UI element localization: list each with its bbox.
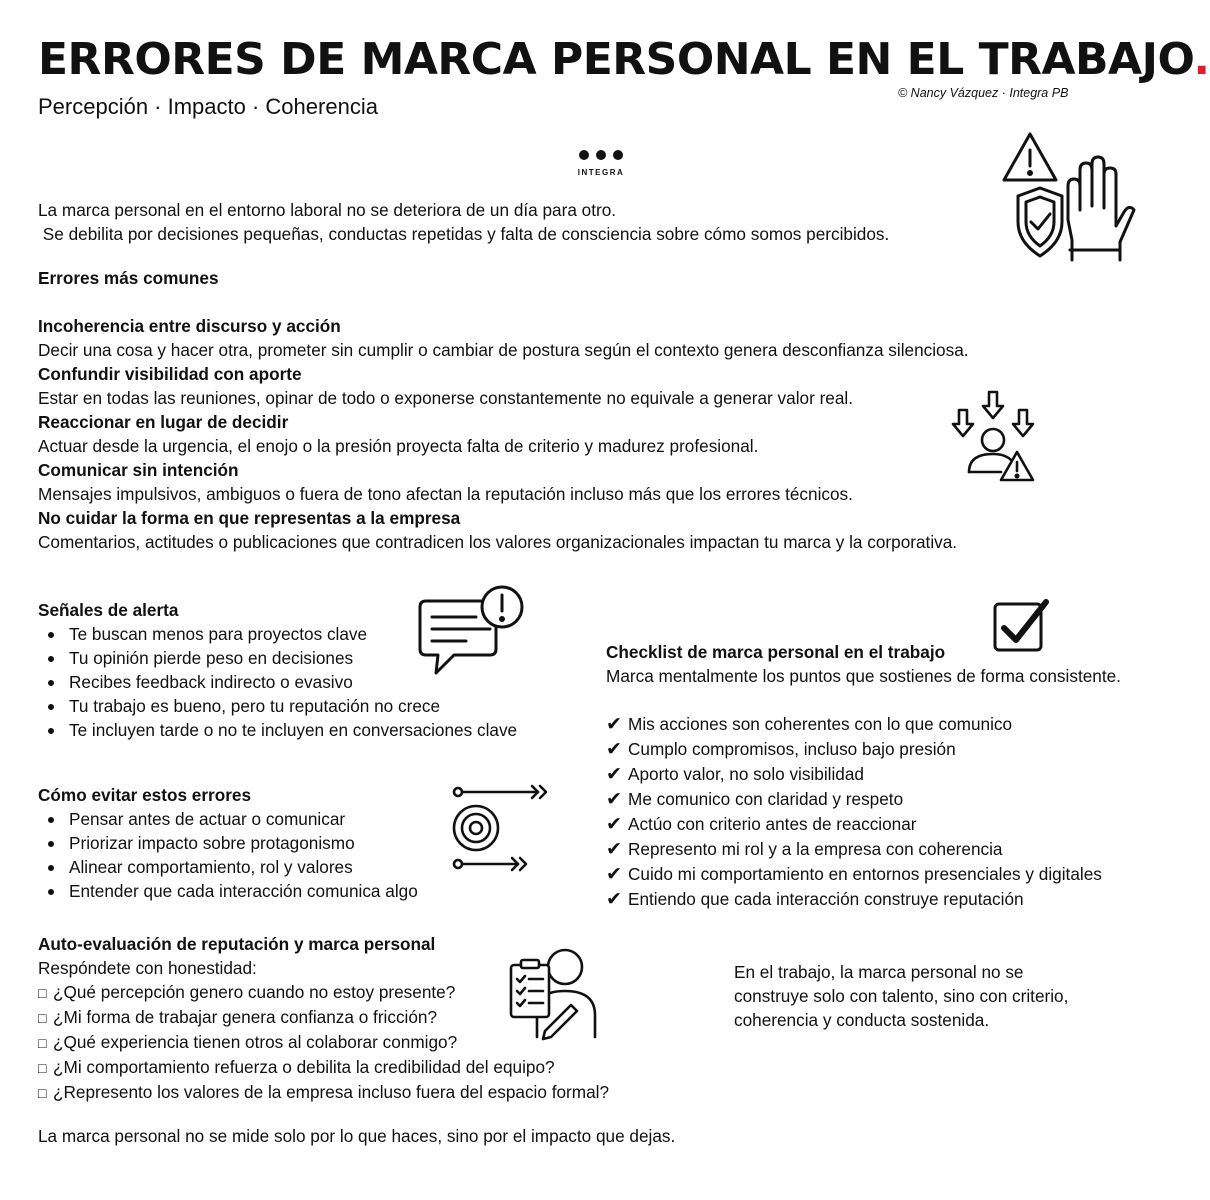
checklist-item (606, 712, 1102, 737)
check-icon: ✔ (606, 789, 622, 810)
integra-logo (566, 148, 636, 177)
error-title: Reaccionar en lugar de decidir (38, 412, 289, 432)
avoid-item: Entender que cada interacción comunica algo (38, 879, 498, 903)
check-icon: ✔ (606, 739, 622, 760)
question-text: ¿Qué percepción genero cuando no estoy presente? (53, 982, 456, 1002)
check-icon: ✔ (606, 714, 622, 735)
checklist-item-text: Mis acciones son coherentes con lo que comunico (628, 714, 1013, 734)
question-text: ¿Mi forma de trabajar genera confianza o fricción? (53, 1007, 438, 1027)
error-description: Estar en todas las reuniones, opinar de todo o exponerse constantemente no equivale a generar valor real. (38, 388, 854, 408)
intro-line-2: Se debilita por decisiones pequeñas, conductas repetidas y falta de consciencia sobre cómo somos percibidos. (38, 224, 890, 244)
error-description: Mensajes impulsivos, ambiguos o fuera de tono afectan la reputación incluso más que los errores técnicos. (38, 484, 853, 504)
subtitle: Percepción · Impacto · Coherencia (38, 94, 378, 119)
checklist-item (606, 837, 1102, 862)
chat-alert-icon (418, 585, 528, 685)
intro-line-1: La marca personal en el entorno laboral no se deteriora de un día para otro. (38, 200, 617, 220)
closing-line: construye solo con talento, sino con criterio, (734, 986, 1069, 1006)
error-description: Actuar desde la urgencia, el enojo o la presión proyecta falta de criterio y madurez profesional. (38, 436, 759, 456)
check-icon: ✔ (606, 839, 622, 860)
title-dot: . (1193, 34, 1210, 85)
alerts-heading: Señales de alerta (38, 600, 179, 620)
checklist-item-text: Aporto valor, no solo visibilidad (628, 764, 864, 784)
alert-item: Te buscan menos para proyectos clave (38, 622, 538, 646)
question-text: ¿Mi comportamiento refuerza o debilita la credibilidad del equipo? (53, 1057, 555, 1077)
question-text: ¿Represento los valores de la empresa incluso fuera del espacio formal? (53, 1082, 610, 1102)
checklist-item-text: Represento mi rol y a la empresa con coherencia (628, 839, 1003, 859)
checklist-item (606, 762, 1102, 787)
avoid-item: Priorizar impacto sobre protagonismo (38, 831, 498, 855)
closing-line: En el trabajo, la marca personal no se (734, 962, 1024, 982)
alert-item: Te incluyen tarde o no te incluyen en conversaciones clave (38, 718, 519, 742)
warning-shield-hand-icon (1000, 130, 1135, 265)
target-icon (446, 780, 546, 875)
error-title: Incoherencia entre discurso y acción (38, 316, 341, 336)
checklist-item-text: Actúo con criterio antes de reaccionar (628, 814, 917, 834)
check-icon: ✔ (606, 814, 622, 835)
title-text: ERRORES DE MARCA PERSONAL EN EL TRABAJO (38, 34, 1194, 85)
checklist-heading: Checklist de marca personal en el trabajo (606, 642, 946, 662)
checkbox-square-icon: □ (38, 1035, 47, 1051)
logo-text: INTEGRA (577, 168, 625, 177)
checklist-items (606, 712, 1102, 912)
checklist-intro: Marca mentalmente los puntos que sostienes de forma consistente. (606, 666, 1121, 686)
check-icon: ✔ (606, 764, 622, 785)
question-text: ¿Qué experiencia tienen otros al colaborar conmigo? (53, 1032, 458, 1052)
checklist-item-text: Entiendo que cada interacción construye reputación (628, 889, 1024, 909)
self-eval-intro: Respóndete con honestidad: (38, 958, 257, 978)
check-icon: ✔ (606, 864, 622, 885)
page-title (38, 30, 1210, 90)
question-item (38, 1055, 609, 1080)
avoid-item: Alinear comportamiento, rol y valores (38, 855, 498, 879)
error-title: No cuidar la forma en que representas a la empresa (38, 508, 461, 528)
alert-item: Recibes feedback indirecto o evasivo (38, 670, 538, 694)
self-eval-heading: Auto-evaluación de reputación y marca personal (38, 934, 436, 954)
checkbox-square-icon: □ (38, 1010, 47, 1026)
checklist-item-text: Me comunico con claridad y respeto (628, 789, 904, 809)
checklist-item (606, 862, 1102, 887)
person-clipboard-icon (505, 945, 600, 1040)
checklist-item (606, 812, 1102, 837)
checklist-item-text: Cuido mi comportamiento en entornos presenciales y digitales (628, 864, 1102, 884)
checklist-item (606, 737, 1102, 762)
closing-line: coherencia y conducta sostenida. (734, 1010, 990, 1030)
avoid-list (38, 807, 498, 903)
avoid-item: Pensar antes de actuar o comunicar (38, 807, 498, 831)
alert-item: Tu opinión pierde peso en decisiones (38, 646, 538, 670)
checklist-item-text: Cumplo compromisos, incluso bajo presión (628, 739, 956, 759)
error-title: Confundir visibilidad con aporte (38, 364, 302, 384)
checkbox-square-icon: □ (38, 1060, 47, 1076)
error-title: Comunicar sin intención (38, 460, 239, 480)
errors-list (38, 314, 969, 554)
error-description: Decir una cosa y hacer otra, prometer sin cumplir o cambiar de postura según el contexto genera desconfianza silenciosa. (38, 340, 969, 360)
checkbox-icon (992, 598, 1052, 654)
checkbox-square-icon: □ (38, 985, 47, 1001)
errors-heading: Errores más comunes (38, 268, 219, 288)
alert-item: Tu trabajo es bueno, pero tu reputación no crece (38, 694, 538, 718)
error-description: Comentarios, actitudes o publicaciones que contradicen los valores organizacionales impactan tu marca y la corporativa. (38, 532, 958, 552)
pressure-person-icon (955, 390, 1035, 485)
check-icon: ✔ (606, 889, 622, 910)
checkbox-square-icon: □ (38, 1085, 47, 1101)
avoid-heading: Cómo evitar estos errores (38, 785, 252, 805)
question-item (38, 1080, 609, 1105)
checklist-item (606, 887, 1102, 912)
credit: © Nancy Vázquez · Integra PB (898, 86, 1069, 100)
closing-note (734, 960, 1068, 1032)
logo-dots-icon (578, 149, 624, 161)
checklist-item (606, 787, 1102, 812)
footer-quote: La marca personal no se mide solo por lo que haces, sino por el impacto que dejas. (38, 1126, 676, 1146)
